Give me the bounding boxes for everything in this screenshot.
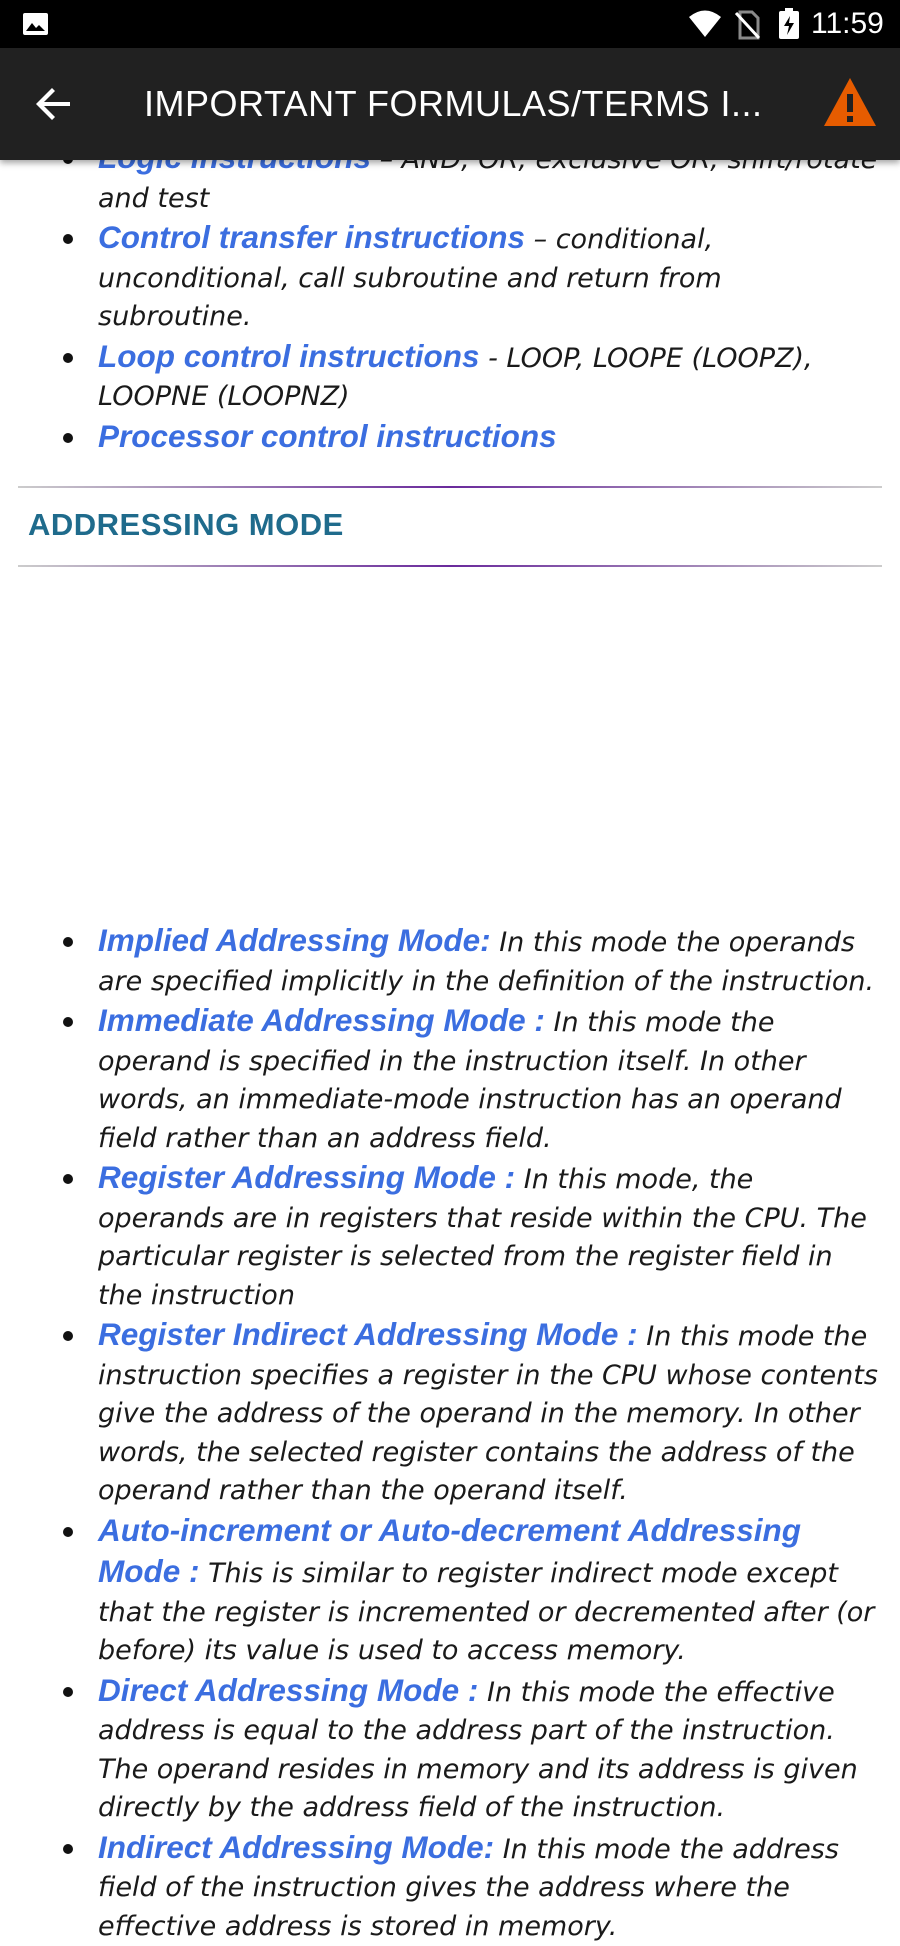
status-clock: 11:59 — [811, 7, 884, 41]
list-item — [0, 1158, 900, 1315]
term: Indirect Addressing Mode: — [98, 1829, 494, 1865]
term: Auto-increment or Auto-decrement Addressing Mode : — [98, 1512, 801, 1590]
term-description: In this mode the address field of the instruction gives the address where the effective address is stored in memory. — [98, 1834, 839, 1942]
instruction-types-list — [0, 138, 900, 458]
list-item — [0, 1315, 900, 1511]
list-item — [0, 1511, 900, 1671]
battery-charging-icon — [778, 8, 800, 40]
list-item — [0, 1001, 900, 1158]
term: Control transfer instructions — [98, 219, 525, 255]
list-item — [0, 1671, 900, 1828]
warning-button[interactable] — [822, 76, 878, 132]
term: Immediate Addressing Mode : — [98, 1002, 545, 1038]
term: Direct Addressing Mode : — [98, 1672, 478, 1708]
term-description: In this mode the operand is specified in the instruction itself. In other words, an immediate-mode instruction has an operand field rather than an address field. — [98, 1007, 842, 1154]
term-description: This is similar to register indirect mode except that the register is incremented or decremented after (or before) its value is used to access memory. — [98, 1558, 874, 1666]
list-item — [0, 921, 900, 1001]
term-description: In this mode the operands are specified implicitly in the definition of the instruction. — [98, 927, 874, 997]
arrow-left-icon — [26, 76, 82, 132]
term-description: – conditional, unconditional, call subroutine and return from subroutine. — [98, 224, 722, 332]
gallery-icon — [22, 12, 49, 36]
addressing-mode-list — [0, 921, 900, 1946]
section-title: ADDRESSING MODE — [28, 507, 344, 543]
app-bar — [0, 48, 900, 160]
term-description: In this mode the effective address is equal to the address part of the instruction. The operand resides in memory and its address is given directly by the address field of the instruction. — [98, 1677, 858, 1824]
wifi-icon — [688, 10, 722, 38]
page-title: IMPORTANT FORMULAS/TERMS I... — [144, 80, 784, 128]
term: Loop control instructions — [98, 338, 479, 374]
list-item — [0, 1828, 900, 1946]
list-item — [0, 337, 900, 417]
list-item — [0, 417, 900, 459]
term-description: and test — [98, 144, 877, 214]
term: Register Indirect Addressing Mode : — [98, 1316, 638, 1352]
warning-icon — [822, 76, 878, 128]
no-sim-icon — [734, 10, 760, 40]
term: Implied Addressing Mode: — [98, 922, 491, 958]
content-area[interactable] — [0, 100, 900, 1600]
divider — [18, 565, 882, 567]
term-description: - LOOP, LOOPE (LOOPZ), LOOPNE (LOOPNZ) — [98, 343, 813, 413]
divider — [18, 486, 882, 488]
term-description: In this mode the instruction specifies a register in the CPU whose contents give the address of the operand in the memory. In other words, the selected register contains the address of the operand rather than the operand itself. — [98, 1321, 878, 1506]
list-item — [0, 218, 900, 337]
term: Register Addressing Mode : — [98, 1159, 515, 1195]
status-bar — [0, 0, 900, 48]
back-button[interactable] — [26, 76, 82, 132]
term: Processor control instructions — [98, 418, 557, 454]
term-description: In this mode, the operands are in registers that reside within the CPU. The particular register is selected from the register field in the instruction — [98, 1164, 867, 1311]
